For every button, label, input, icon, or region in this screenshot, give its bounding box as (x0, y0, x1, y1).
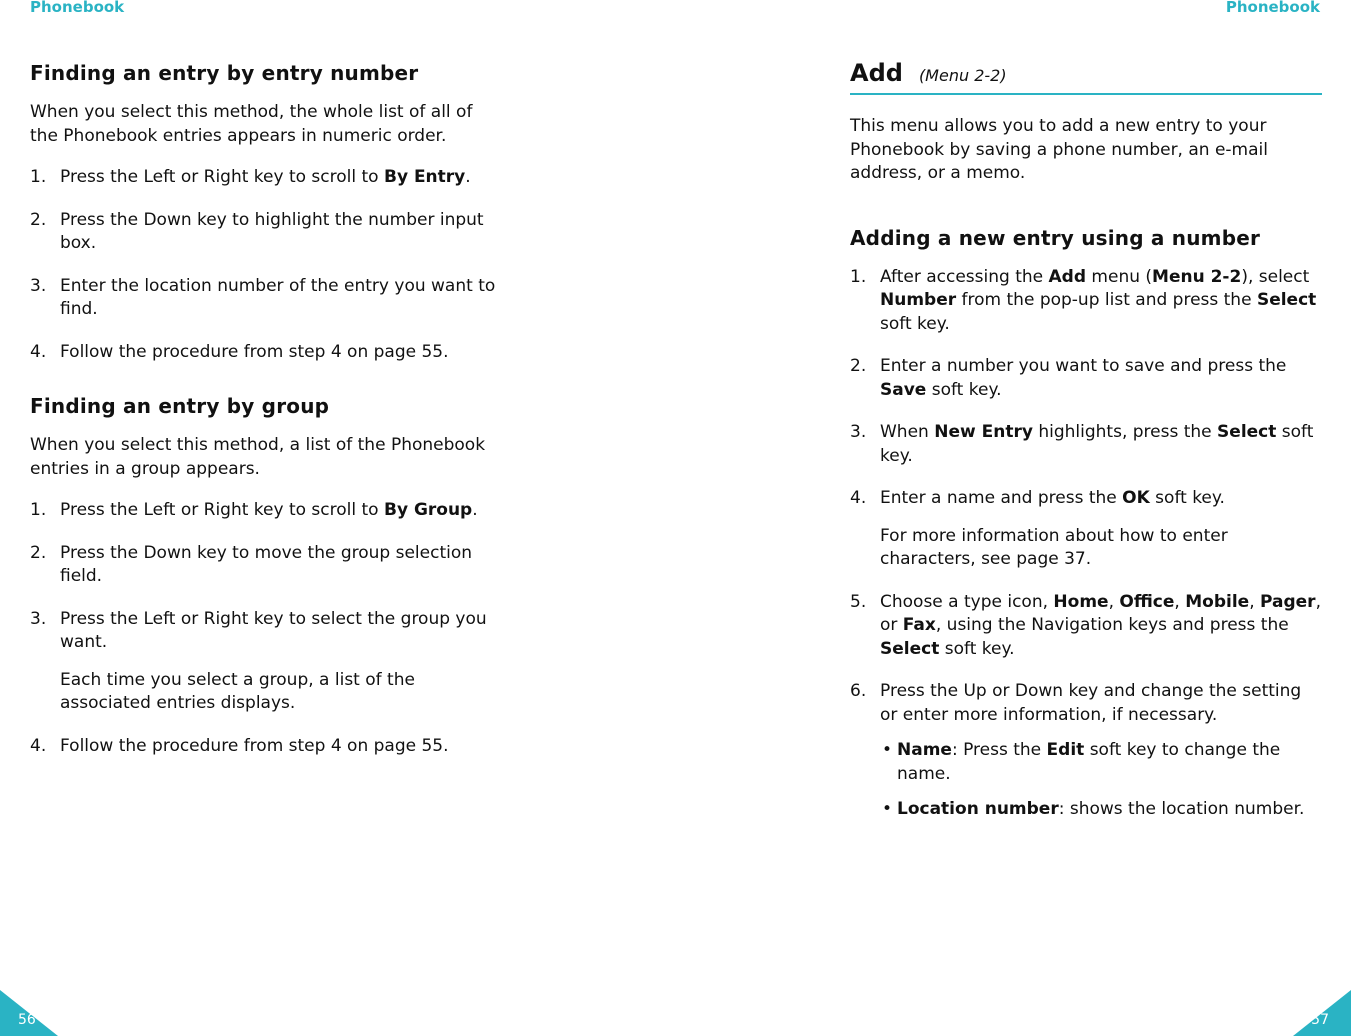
step-item: 3. Press the Left or Right key to select the group you want. Each time you select a group, a list of the associated entries displays. (30, 608, 498, 716)
step-note: Each time you select a group, a list of the associated entries displays. (60, 669, 415, 713)
section-heading: Adding a new entry using a number (850, 225, 1261, 250)
step-item: 1. Press the Left or Right key to scroll to By Entry. (30, 167, 471, 187)
step-item: 6. Press the Up or Down key and change the setting or enter more information, if necessary. • Name: Press the Edit soft key to change the name. • Location number: shows the location number. (850, 680, 1322, 822)
bullet-item: • Location number: shows the location number. (882, 799, 1305, 819)
step-item: 2. Enter a number you want to save and press the Save soft key. (850, 356, 1287, 400)
section-intro: When you select this method, a list of the Phonebook entries in a group appears. (30, 435, 486, 479)
step-item: 1. After accessing the Add menu (Menu 2-2), select Number from the pop-up list and press the Select soft key. (850, 266, 1317, 334)
step-item: 4. Follow the procedure from step 4 on page 55. (30, 341, 449, 362)
step-item: 3. When New Entry highlights, press the Select soft key. (850, 422, 1314, 466)
menu-title (850, 59, 1322, 87)
left-page (0, 0, 675, 1036)
step-item: 2. Press the Down key to move the group selection field. (30, 542, 473, 586)
step-item: 2. Press the Down key to highlight the number input box. (30, 209, 484, 253)
section-intro: When you select this method, the whole list of all of the Phonebook entries appears in numeric order. (30, 102, 473, 146)
page-title: Add (850, 59, 903, 87)
section-heading: Finding an entry by entry number (30, 61, 419, 85)
left-content (30, 59, 498, 786)
menu-code: (Menu 2-2) (918, 66, 1007, 85)
steps-list (30, 499, 498, 758)
right-page (676, 0, 1351, 1036)
steps-list (850, 266, 1322, 822)
page-number: 57 (1311, 1012, 1329, 1028)
bullet-item: • Name: Press the Edit soft key to change the name. (882, 740, 1281, 784)
step-item: 3. Enter the location number of the entry you want to find. (30, 275, 496, 319)
step-item: 4. Follow the procedure from step 4 on page 55. (30, 735, 449, 756)
page-header: Phonebook (1225, 0, 1320, 16)
step-item: 1. Press the Left or Right key to scroll to By Group. (30, 500, 478, 520)
page-header: Phonebook (30, 0, 125, 16)
page-number: 56 (18, 1012, 36, 1028)
step-note: For more information about how to enter characters, see page 37. (880, 525, 1228, 569)
right-content (850, 59, 1322, 850)
title-rule (850, 93, 1322, 95)
menu-intro: This menu allows you to add a new entry to your Phonebook by saving a phone number, an e-mail address, or a memo. (850, 116, 1268, 183)
steps-list (30, 166, 498, 364)
section-heading: Finding an entry by group (30, 394, 330, 418)
step-item: 4. Enter a name and press the OK soft key. For more information about how to enter characters, see page 37. (850, 487, 1322, 572)
step-item: 5. Choose a type icon, Home, Office, Mobile, Pager, or Fax, using the Navigation keys and press the Select soft key. (850, 591, 1321, 659)
